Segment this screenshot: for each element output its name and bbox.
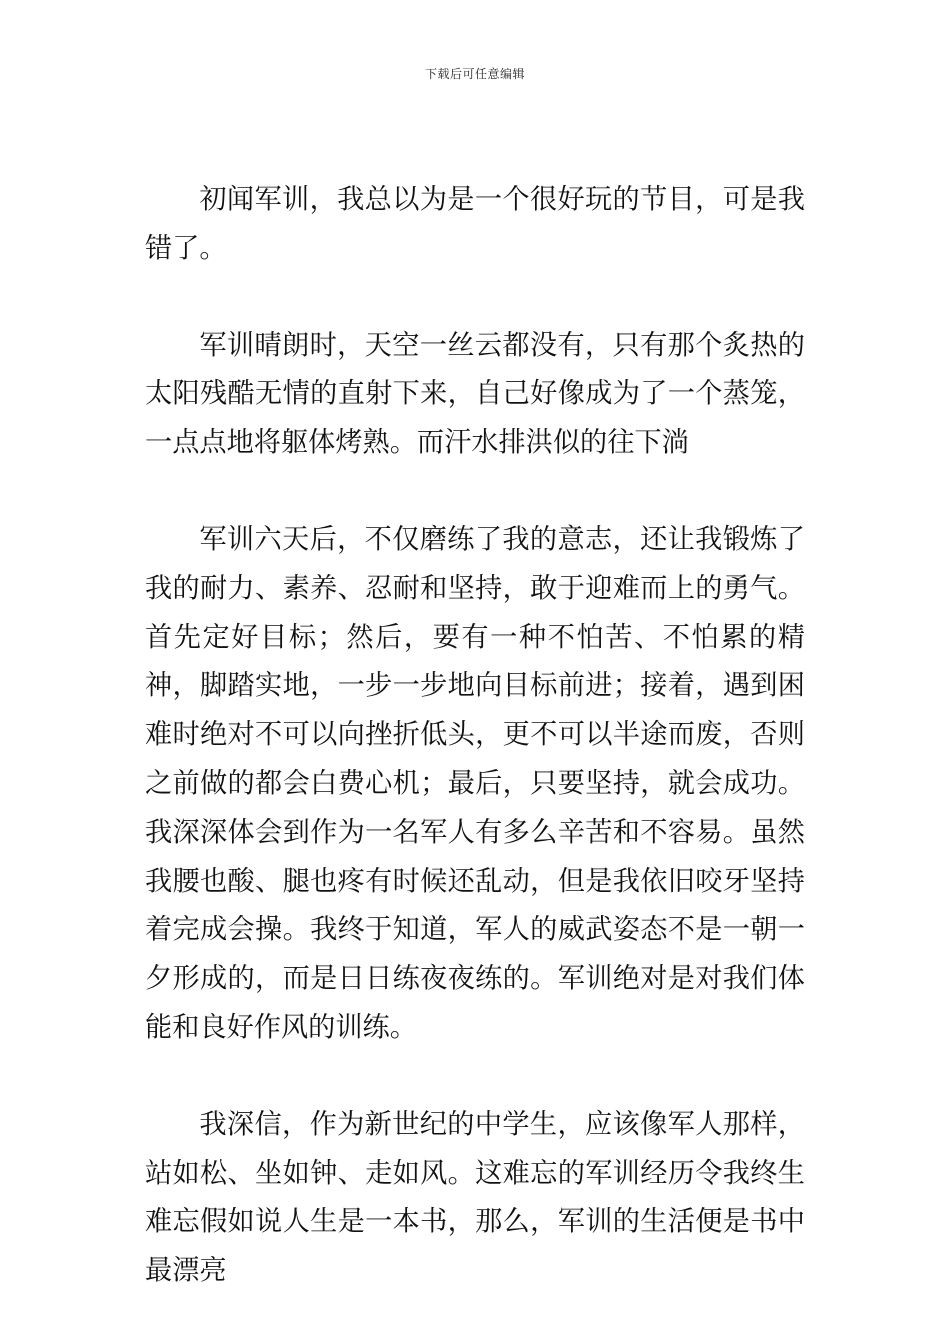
- paragraph-1: 初闻军训，我总以为是一个很好玩的节目，可是我错了。: [145, 184, 805, 264]
- paragraph-3: 军训六天后，不仅磨练了我的意志，还让我锻炼了我的耐力、素养、忍耐和坚持，敢于迎难而上的勇气。首先定好目标；然后，要有一种不怕苦、不怕累的精神，脚踏实地，一步一步地向目标前进；接着，遇到困难时绝对不可以向挫折低头，更不可以半途而废，否则之前做的都会白费心机；最后，只要坚持，就会成功。我深深体会到作为一名军人有多么辛苦和不容易。虽然我腰也酸、腿也疼有时候还乱动，但是我依旧咬牙坚持着完成会操。我终于知道，军人的威武姿态不是一朝一夕形成的，而是日日练夜夜练的。军训绝对是对我们体能和良好作风的训练。: [145, 523, 805, 1043]
- header-note: 下载后可任意编辑: [424, 67, 525, 81]
- paragraph-4: 我深信，作为新世纪的中学生，应该像军人那样，站如松、坐如钟、走如风。这难忘的军训经历令我终生难忘假如说人生是一本书，那么，军训的生活便是书中最漂亮: [145, 1108, 805, 1287]
- paragraph-2: 军训晴朗时，天空一丝云都没有，只有那个炙热的太阳残酷无情的直射下来，自己好像成为了一个蒸笼，一点点地将躯体烤熟。而汗水排洪似的往下淌: [145, 329, 805, 459]
- document-body: [145, 176, 805, 1296]
